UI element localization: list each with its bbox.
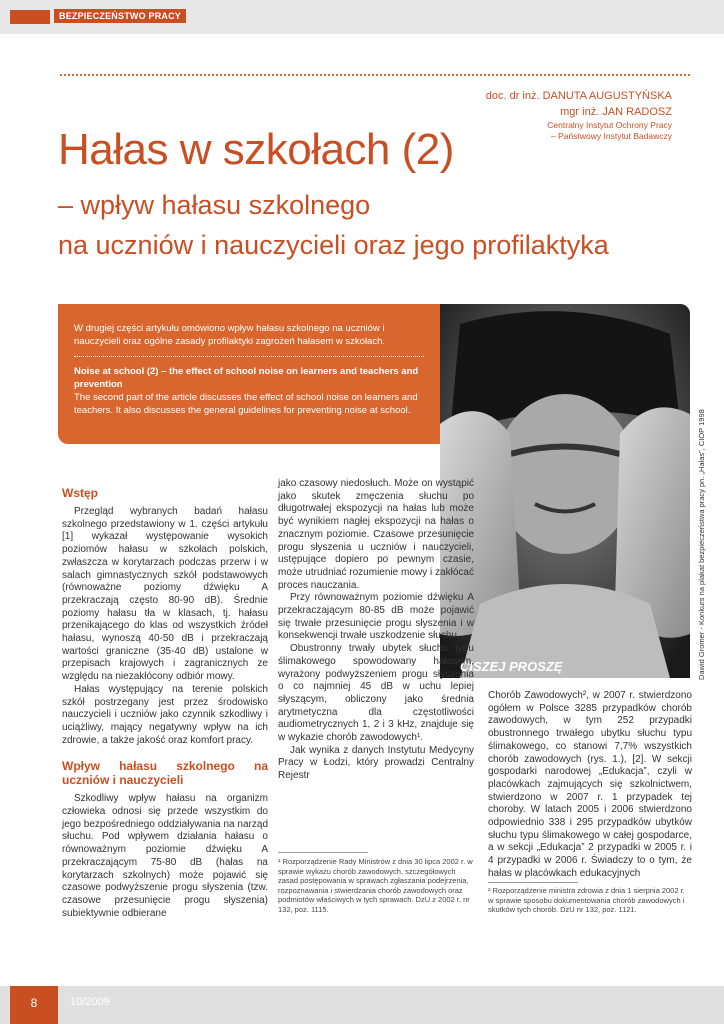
footnote-rule-1 [278, 852, 368, 853]
paragraph: Hałas występujący na terenie polskich szkół postrzegany jest przez środowisko nauczycieli i uczniów jako czynnik szkodliwy i uciążliwy, mający negatywny wpływ na ich zdrowie, a także jakość oraz komfort pracy. [62, 683, 268, 746]
text-column-2 [278, 478, 474, 783]
paragraph: Szkodliwy wpływ hałasu na organizm człowieka odnosi się przede wszystkim do jego bezpośredniego oddziaływania na narząd słuchu. Pod wpływem działania hałasu o równoważnym poziomie dźwięku A przekraczającym 75-80 dB (hałas na korytarzach szkolnych) może pojawić się czasowe podwyższenie progu słyszenia (tzw. czasowe przesunięcie progu słyszenia) subiektywnie odbierane [62, 793, 268, 919]
poster-caption: CISZEJ PROSZĘ [460, 659, 563, 674]
page-number: 8 [10, 986, 58, 1024]
man-covering-ears-illustration [440, 304, 690, 678]
article-subtitle-line-1: – wpływ hałasu szkolnego [58, 190, 371, 220]
text-column-1 [62, 480, 268, 920]
text-column-3 [488, 690, 692, 881]
paragraph: Obustronny trwały ubytek słuchu typu ślimakowego spowodowany hałasem, wyrażony podwyższeniem progu słyszenia o co najmniej 45 dB w uchu lepiej słyszącym, obliczony jako średnia arytmetyczna dla częstotliwości audiometrycznych 1, 2 i 3 kHz, znajduje się w wykazie chorób zawodowych¹. [278, 643, 474, 744]
photo-credit: Dawid Gromer - Konkurs na plakat bezpieczeństwa pracy pn. „Hałas”, CIOP 1998 [697, 409, 706, 680]
institution-line-2: – Państwowy Instytut Badawczy [551, 131, 672, 141]
section-tag: BEZPIECZEŃSTWO PRACY [54, 9, 186, 23]
footnote-1: ¹ Rozporządzenie Rady Ministrów z dnia 30 lipca 2002 r. w sprawie wykazu chorób zawodowych, szczegółowych zasad postępowania w sprawach zgłaszania podejrzenia, rozpoznawania i stwierdzania chorób zawodowych oraz podmiotów właściwych w tych sprawach. DzU z 2002 r. nr 132, poz. 1115. [278, 857, 473, 914]
paragraph: Chorób Zawodowych², w 2007 r. stwierdzono ogółem w Polsce 3285 przypadków chorób zawodowych, w tym 252 przypadki obustronnego trwałego ubytku słuchu typu ślimakowego, co stanowi 7,7% wszystkich chorób zawodowych (rys. 1.), [2]. W sekcji gospodarki narodowej „Edukacja”, czyli w placówkach zajmujących się szkolnictwem, stwierdzono w 2007 r. 1 przypadek tej choroby. W latach 2005 i 2006 stwierdzono odpowiednio 338 i 295 przypadków ubytków słuchu typu ślimakowego w całej gospodarce, a w sekcji „Edukacja” 2 przypadki w 2005 r. i 4 przypadki w 2006 r. Świadczy to o tym, że hałas w placówkach edukacyjnych [488, 690, 692, 879]
paragraph: Jak wynika z danych Instytutu Medycyny Pracy w Łodzi, który prowadzi Centralny Rejestr [278, 744, 474, 782]
footnote-rule-2 [488, 882, 578, 883]
authors-block [486, 88, 672, 142]
abstract-english-title: Noise at school (2) – the effect of school noise on learners and teachers and prevention [74, 366, 419, 390]
abstract-divider [74, 356, 424, 357]
abstract-english-body: The second part of the article discusses the effect of school noise on learners and teachers. It also discusses the general guidelines for preventing noise at school. [74, 392, 418, 416]
paragraph: Przy równoważnym poziomie dźwięku A przekraczającym 80-85 dB może pojawić się trwałe przesunięcie progu słyszenia i w konsekwencji trwałe uszkodzenie słuchu. [278, 592, 474, 642]
paragraph: Przegląd wybranych badań hałasu szkolnego przedstawiony w 1. części artykułu [1] wykazał występowanie wysokich poziomów hałasu w szkołach polskich, zwłaszcza w korytarzach podczas przerw i w salach gimnastycznych szkół podstawowych (równoważne poziomy dźwięku A przekraczają często 80-90 dB). Średnie poziomy hałasu tła w klasach, tj. hałasu przenikającego do klas od wszystkich źródeł hałasu, wynoszą 40-50 dB i przekraczają wartości graniczne (35-40 dB) ustalone w przepisach krajowych i zagranicznych ze względu na niezakłócony odbiór mowy. [62, 506, 268, 683]
top-divider [60, 74, 690, 76]
paragraph: jako czasowy niedosłuch. Może on wystąpić jako skutek zmęczenia słuchu po długotrwałej ekspozycji na hałas lub może być wynikiem nagłej ekspozycji na hałas o znacznym poziomie. Czasowe przesunięcie progu słyszenia u uczniów i nauczycieli, ustępujące dopiero po pewnym czasie, może utrudniać rozumienie mowy i zakłócać proces nauczania. [278, 478, 474, 591]
author-1: doc. dr inż. DANUTA AUGUSTYŃSKA [485, 90, 672, 102]
section-heading-effects: Wpływ hałasu szkolnego na uczniów i nauczycieli [62, 759, 268, 788]
poster-photo [440, 304, 690, 678]
article-subtitle-line-2: na uczniów i nauczycieli oraz jego profilaktyka [58, 230, 609, 260]
issue-number: 10/2009 [70, 996, 110, 1008]
footnote-2: ² Rozporządzenie ministra zdrowia z dnia 1 sierpnia 2002 r. w sprawie sposobu dokumentowania chorób zawodowych i skutków tych chorób. DzU nr 132, poz. 1121. [488, 886, 685, 914]
section-header-bar [0, 0, 724, 34]
section-heading-intro: Wstęp [62, 486, 98, 500]
page-footer [0, 986, 724, 1024]
abstract-polish: W drugiej części artykułu omówiono wpływ hałasu szkolnego na uczniów i nauczycieli oraz ogólne zasady profilaktyki zagrożeń hałasem w szkołach. [74, 323, 386, 347]
section-header-accent [10, 10, 50, 24]
abstract-box [58, 304, 440, 444]
article-title: Hałas w szkołach (2) [58, 125, 454, 174]
institution-line-1: Centralny Instytut Ochrony Pracy [547, 120, 672, 130]
author-2: mgr inż. JAN RADOSZ [560, 106, 672, 118]
